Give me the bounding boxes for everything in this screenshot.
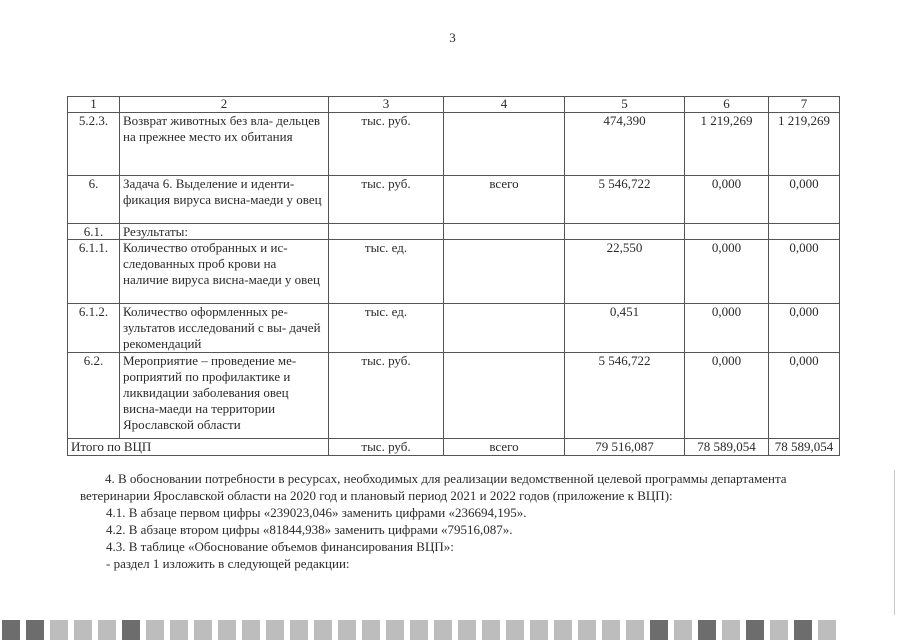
row-value-7: 0,000 (769, 176, 840, 224)
table-row (68, 304, 840, 353)
row-value-5: 5 546,722 (565, 176, 685, 224)
row-name: Возврат животных без вла- дельцев на прежнее место их обитания (120, 113, 329, 176)
row-unit: тыс. ед. (329, 240, 444, 304)
program-table (67, 96, 840, 456)
row-value-6: 0,000 (685, 240, 769, 304)
row-name: Мероприятие – проведение ме- роприятий по профилактике и ликвидации заболевания овец висна-маеди на территории Ярославской области (120, 353, 329, 439)
total-unit: тыс. руб. (329, 439, 444, 456)
col-header-3: 3 (329, 97, 444, 113)
row-number: 6. (68, 176, 120, 224)
row-value-6: 0,000 (685, 176, 769, 224)
scan-artifact-strip (0, 614, 905, 640)
row-value-5 (565, 224, 685, 240)
note-paragraph-4: 4. В обосновании потребности в ресурсах, необходимых для реализации ведомственной целевой программы департамента ветеринарии Ярославской области на 2020 год и плановый период 2021 и 2022 годов (приложение к ВЦП): (80, 471, 787, 503)
total-value-6: 78 589,054 (685, 439, 769, 456)
amendment-notes (80, 470, 840, 572)
table-row (68, 240, 840, 304)
note-paragraph-4-1: 4.1. В абзаце первом цифры «239023,046» заменить цифрами «236694,195». (106, 505, 527, 520)
row-name: Количество отобранных и ис- следованных проб крови на наличие вируса висна-маеди у овец (120, 240, 329, 304)
row-value-7: 1 219,269 (769, 113, 840, 176)
row-unit: тыс. ед. (329, 304, 444, 353)
row-name: Задача 6. Выделение и иденти- фикация вируса висна-маеди у овец (120, 176, 329, 224)
table-row (68, 224, 840, 240)
table-row (68, 113, 840, 176)
row-number: 6.2. (68, 353, 120, 439)
row-value-5: 0,451 (565, 304, 685, 353)
total-value-5: 79 516,087 (565, 439, 685, 456)
row-unit: тыс. руб. (329, 113, 444, 176)
row-unit: тыс. руб. (329, 176, 444, 224)
row-value-5: 5 546,722 (565, 353, 685, 439)
total-label: Итого по ВЦП (68, 439, 329, 456)
row-value-7: 0,000 (769, 304, 840, 353)
table-total-row (68, 439, 840, 456)
row-value-6: 0,000 (685, 353, 769, 439)
row-value-5: 22,550 (565, 240, 685, 304)
row-unit (329, 224, 444, 240)
row-value-7: 0,000 (769, 240, 840, 304)
table-row (68, 353, 840, 439)
col-header-2: 2 (120, 97, 329, 113)
col-header-7: 7 (769, 97, 840, 113)
row-source (444, 353, 565, 439)
col-header-4: 4 (444, 97, 565, 113)
row-number: 6.1.2. (68, 304, 120, 353)
col-header-6: 6 (685, 97, 769, 113)
row-source (444, 224, 565, 240)
col-header-5: 5 (565, 97, 685, 113)
note-paragraph-section-1: - раздел 1 изложить в следующей редакции: (106, 556, 350, 571)
row-number: 5.2.3. (68, 113, 120, 176)
row-name: Результаты: (120, 224, 329, 240)
table-header-row (68, 97, 840, 113)
row-source (444, 240, 565, 304)
row-value-6: 1 219,269 (685, 113, 769, 176)
total-source: всего (444, 439, 565, 456)
page-number: 3 (449, 30, 456, 45)
col-header-1: 1 (68, 97, 120, 113)
row-number: 6.1.1. (68, 240, 120, 304)
row-value-6 (685, 224, 769, 240)
row-value-5: 474,390 (565, 113, 685, 176)
row-source: всего (444, 176, 565, 224)
row-source (444, 304, 565, 353)
row-unit: тыс. руб. (329, 353, 444, 439)
row-name: Количество оформленных ре- зультатов исследований с вы- дачей рекомендаций (120, 304, 329, 353)
row-source (444, 113, 565, 176)
note-paragraph-4-3: 4.3. В таблице «Обоснование объемов финансирования ВЦП»: (106, 539, 454, 554)
note-paragraph-4-2: 4.2. В абзаце втором цифры «81844,938» заменить цифрами «79516,087». (106, 522, 513, 537)
table-row (68, 176, 840, 224)
row-number: 6.1. (68, 224, 120, 240)
scan-edge-line (894, 470, 895, 615)
row-value-7: 0,000 (769, 353, 840, 439)
row-value-6: 0,000 (685, 304, 769, 353)
total-value-7: 78 589,054 (769, 439, 840, 456)
row-value-7 (769, 224, 840, 240)
